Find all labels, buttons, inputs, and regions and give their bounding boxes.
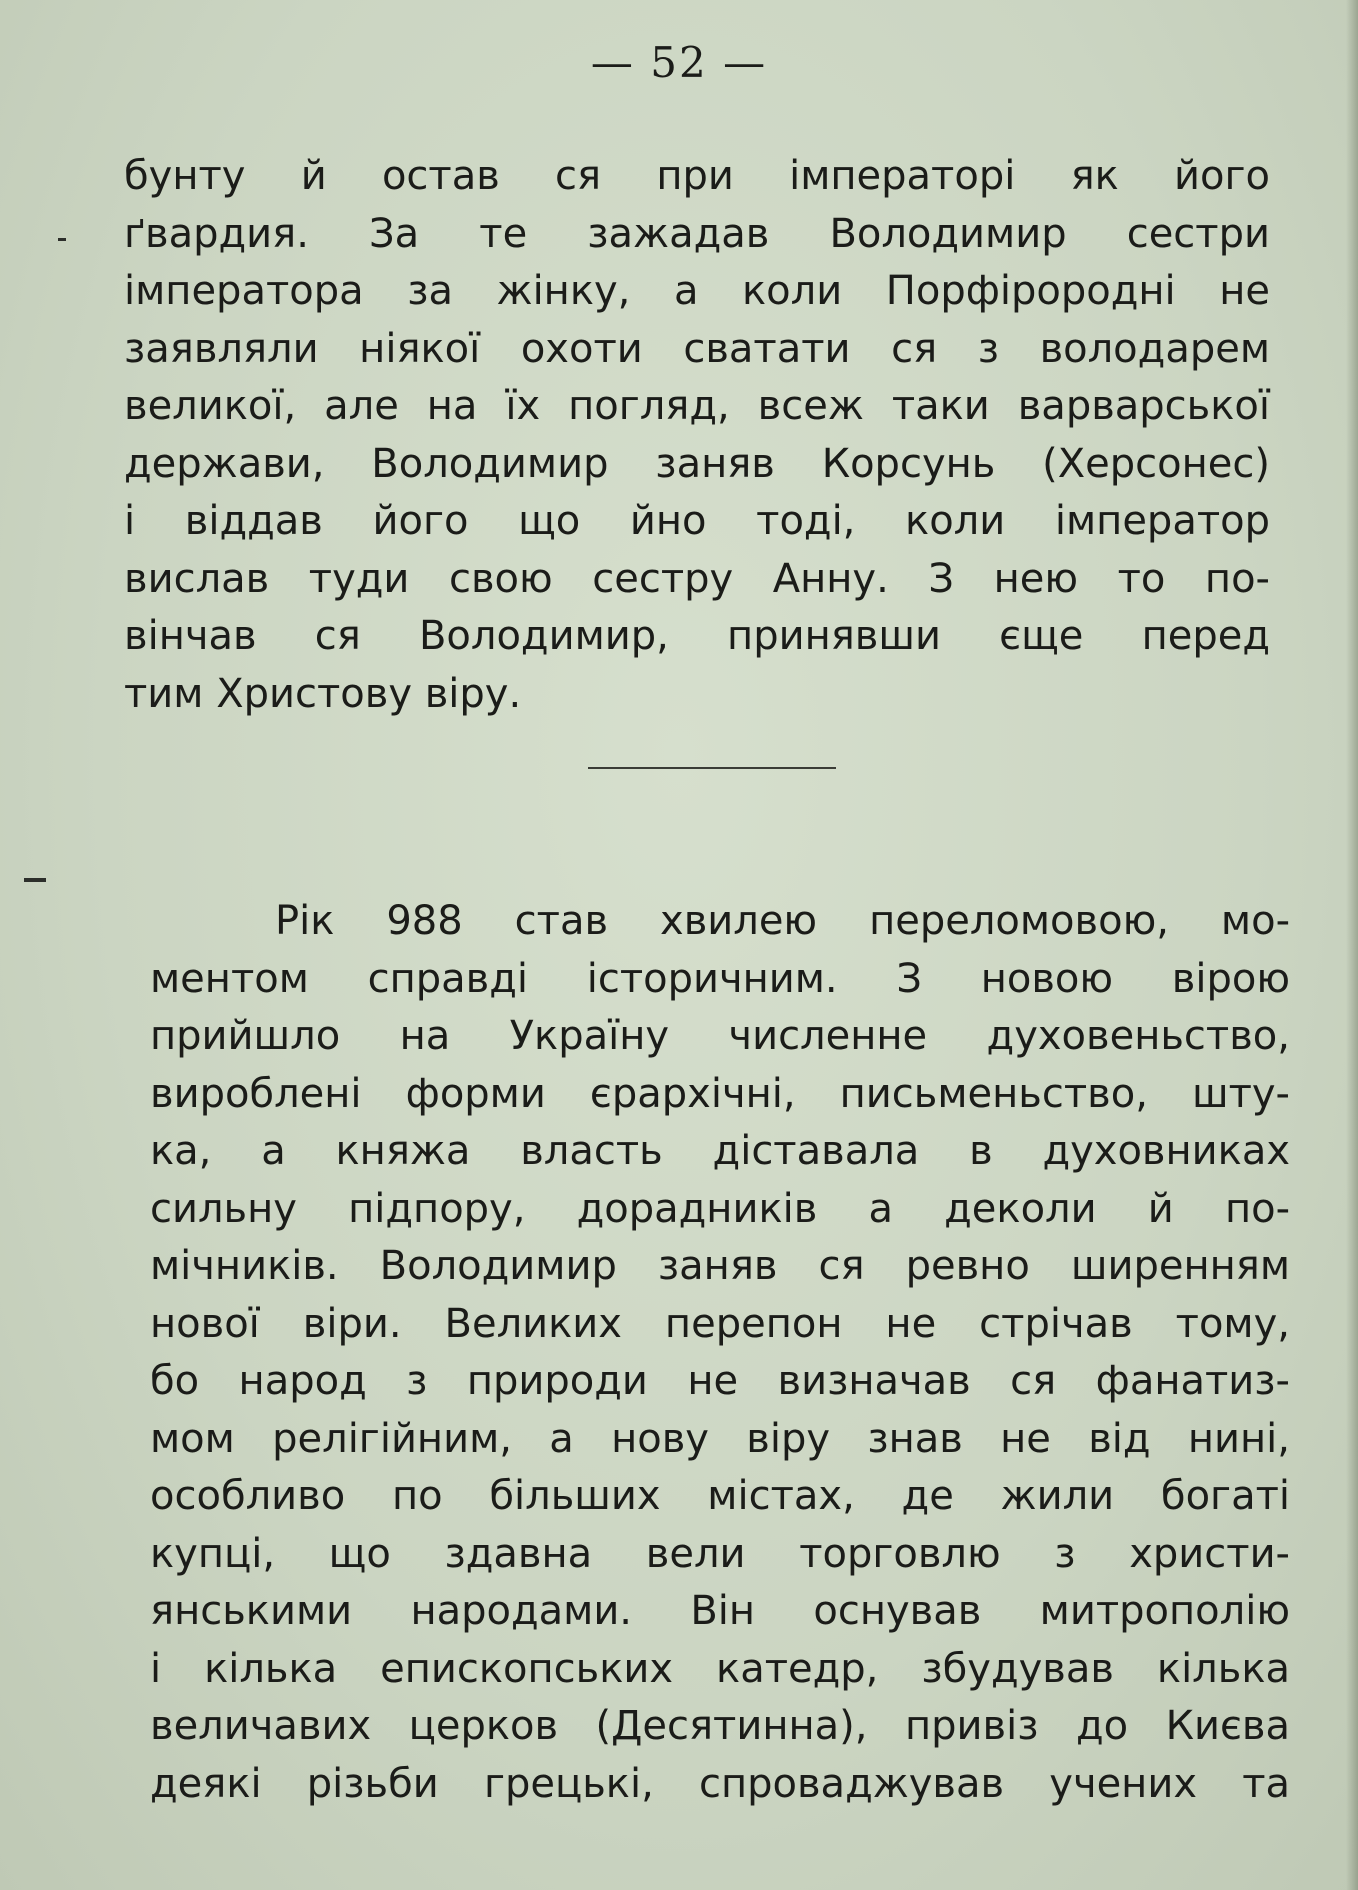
text-line: прийшло на Україну численне духовеньство, <box>150 1013 1290 1059</box>
text-line: і кілька епископських катедр, збудував кілька <box>150 1645 1290 1692</box>
text-line: величавих церков (Десятинна), привіз до Києва <box>150 1703 1290 1749</box>
text-line: купці, що здавна вели торговлю з христи- <box>150 1530 1290 1577</box>
text-line: імператора за жінку, а коли Порфірородні не <box>124 268 1270 314</box>
text-line: тим Христову віру. <box>124 670 522 717</box>
text-line: мом релігійним, а нову віру знав не від нині, <box>150 1415 1290 1462</box>
text-line: вислав туди свою сестру Анну. З нею то по- <box>124 555 1270 602</box>
text-line: ка, а княжа власть діставала в духовниках <box>150 1128 1290 1174</box>
page-edge-shadow <box>1346 0 1358 1890</box>
text-line: бо народ з природи не визначав ся фанатиз- <box>150 1358 1290 1404</box>
text-line: особливо по більших містах, де жили богаті <box>150 1473 1290 1519</box>
text-line: держави, Володимир заняв Корсунь (Херсонес) <box>124 440 1270 487</box>
text-line: вінчав ся Володимир, принявши єще перед <box>124 613 1270 659</box>
text-line: і віддав його що йно тоді, коли імператор <box>124 498 1270 544</box>
page-number: — 52 — <box>590 38 768 87</box>
text-line: ґвардия. За те зажадав Володимир сестри <box>124 210 1270 257</box>
text-line: ментом справді історичним. З новою вірою <box>150 955 1290 1002</box>
text-line: сильну підпору, дорадників а деколи й по- <box>150 1185 1290 1232</box>
text-line: заявляли ніякої охоти сватати ся з володарем <box>124 325 1270 372</box>
paragraph-2 <box>150 893 1290 1813</box>
paragraph-1 <box>124 148 1270 723</box>
text-line: Рік 988 став хвилею переломовою, мо- <box>275 898 1290 944</box>
margin-mark <box>58 238 66 241</box>
text-line: нової віри. Великих перепон не стрічав тому, <box>150 1300 1290 1347</box>
margin-mark <box>24 878 46 882</box>
text-line: вироблені форми єрархічні, письменьство, шту- <box>150 1070 1290 1117</box>
section-divider <box>588 767 836 769</box>
text-line: мічників. Володимир заняв ся ревно ширенням <box>150 1243 1290 1289</box>
text-line: деякі різьби грецькі, спроваджував учених та <box>150 1760 1290 1807</box>
text-line: великої, але на їх погляд, всеж таки варварської <box>124 383 1270 429</box>
text-line: бунту й остав ся при імператорі як його <box>124 153 1270 199</box>
text-line: янськими народами. Він оснував митрополію <box>150 1588 1290 1634</box>
